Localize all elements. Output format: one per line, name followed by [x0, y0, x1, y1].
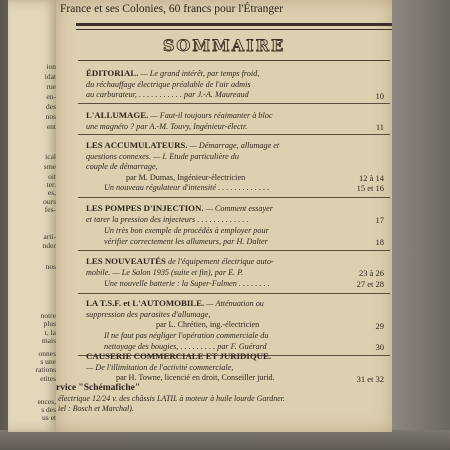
facing-page-text: nos: [45, 112, 56, 121]
facing-page-text: ent: [46, 122, 56, 131]
entry-text: par M. Dumas, Ingénieur-électricien: [126, 172, 246, 182]
facing-page-text: s des: [41, 405, 56, 414]
header-rule-thick: [76, 23, 392, 26]
entry-text: questions connexes. — I. Etude particulière du: [86, 151, 239, 161]
facing-page-text: rue: [46, 82, 56, 91]
entry-text: — Comment essayer: [205, 204, 273, 213]
entry-text: Une nouvelle batterie : la Super-Fulmen . . . . . . . .: [104, 279, 270, 288]
entry-heading: ÉDITORIAL.: [86, 68, 139, 78]
facing-page-text: etites: [40, 374, 56, 383]
entry-text: vérifier correctement les allumeurs, par H. Dalter: [104, 236, 268, 246]
entry-text: de l'équipement électrique auto-: [167, 257, 274, 266]
facing-page-text: ion: [46, 62, 56, 71]
page-title: SOMMAIRE: [162, 36, 286, 55]
facing-page-text: nder: [42, 241, 56, 250]
entry-text: Un nouveau régulateur d'intensité . . . . . . . . . . . . .: [104, 183, 270, 192]
facing-page-text: es,: [47, 188, 56, 197]
separator: [78, 250, 390, 251]
magazine-page: [56, 0, 392, 432]
entry-text: — De l'illimitation de l'activité commerciale,: [86, 362, 234, 372]
toc-entry-tsf: [86, 298, 386, 331]
entry-heading: LA T.S.F. et L'AUTOMOBILE.: [86, 298, 205, 308]
facing-page-text: oit: [48, 172, 56, 181]
entry-text: — Le grand intérêt, par temps froid,: [140, 69, 260, 78]
page-number: 31 et 32: [356, 373, 384, 384]
toc-entry-commerciale: [104, 331, 386, 352]
entry-text: mobile. — Le Salon 1935 (suite et fin), par E. P.: [86, 267, 244, 277]
footer-heading: rvice "Schémafiche": [56, 383, 141, 393]
page-number: 12 à 14: [358, 173, 384, 183]
page-number: 27 et 28: [356, 279, 384, 289]
toc-entry-pompes: [86, 203, 386, 225]
separator: [78, 134, 390, 135]
toc-entry-causerie: [86, 351, 386, 384]
separator: [78, 293, 390, 294]
toc-entry-regulateur: [104, 183, 386, 194]
page-number: 10: [375, 90, 384, 101]
page-number: 29: [375, 320, 384, 331]
toc-entry-batterie: [104, 279, 386, 290]
background-right: [388, 0, 450, 450]
entry-heading: LES NOUVEAUTÉS: [86, 256, 166, 266]
toc-entry-nouveautes: [86, 256, 386, 278]
entry-heading: L'ALLUMAGE.: [86, 110, 149, 120]
entry-text: une magnéto ? par A.-M. Touvy, Ingénieur-électr.: [86, 121, 248, 131]
facing-page-text: fes-: [44, 205, 56, 214]
facing-page-text: idat: [44, 72, 56, 81]
entry-text: par L. Chrétien, ing.-électricien: [156, 320, 260, 329]
facing-page-text: s une: [40, 357, 56, 366]
facing-page-text: us et: [42, 413, 56, 422]
facing-page-text: mais: [41, 336, 56, 345]
header-rule-thin: [76, 29, 392, 30]
facing-page-text: plus: [43, 319, 56, 328]
toc-entry-editorial: [86, 68, 386, 101]
entry-text: — Faut-il toujours réaimanter à bloc: [150, 111, 273, 120]
entry-text: — Démarrage, allumage et: [189, 141, 280, 150]
entry-text: Un très bon exemple de procédés à employer pour: [104, 226, 269, 235]
separator: [78, 197, 390, 198]
page-number: 15 et 16: [356, 183, 384, 193]
facing-page-text: en-: [46, 92, 56, 101]
subscription-line: France et ses Colonies, 60 francs pour l'Étranger: [60, 3, 284, 15]
entry-heading: CAUSERIE COMMERCIALE ET JURIDIQUE.: [86, 351, 272, 361]
entry-text: — Atténuation ou: [206, 299, 264, 308]
page-number: 11: [375, 122, 384, 132]
entry-heading: LES ACCUMULATEURS.: [86, 140, 188, 150]
facing-page-text: ter.: [46, 180, 56, 189]
entry-text: au carburateur, . . . . . . . . . . . par J.-A. Maureaud: [86, 90, 249, 99]
facing-page-text: notre: [40, 311, 56, 320]
toc-entry-accumulateurs: [86, 140, 386, 183]
page-number: 30: [375, 341, 384, 352]
facing-page-text: sme: [43, 162, 56, 171]
facing-page-text: ours: [43, 197, 56, 206]
title-rule: [78, 60, 390, 61]
entry-heading: LES POMPES D'INJECTION.: [86, 203, 204, 213]
facing-page-text: rations: [35, 365, 56, 374]
entry-text: Il ne faut pas négliger l'opération commerciale du: [104, 331, 269, 340]
footer-text: iel : Bosch et Marchal).: [58, 404, 134, 413]
facing-page-text: nos: [45, 262, 56, 271]
background-bottom: [0, 430, 450, 450]
page-number: 18: [375, 236, 384, 247]
facing-page-text: ical: [45, 152, 56, 161]
facing-page-text: des: [46, 102, 56, 111]
entry-text: du réchauffage électrique préalable de l'air admis: [86, 79, 251, 89]
entry-text: nettoyage des bougies, . . . . . . . . . par F. Guérard: [104, 341, 267, 351]
entry-text: couple de démarrage,: [86, 162, 158, 171]
entry-text: et tarer la pression des injecteurs . . . . . . . . . . . . .: [86, 214, 249, 224]
facing-page-text: ences,: [37, 397, 56, 406]
page-number: 23 à 26: [358, 268, 384, 278]
facing-page-text: onnes: [38, 349, 56, 358]
toc-entry-allumage: [86, 110, 386, 132]
facing-page-edge: [8, 0, 58, 432]
facing-page-text: t, la: [44, 328, 56, 337]
entry-text: suppression des parasites d'allumage,: [86, 309, 211, 319]
entry-text: par H. Towne, licencié en droit, Conseiller jurid.: [116, 373, 275, 382]
toc-entry-exemple: [104, 226, 386, 247]
footer-text: électrique 12/24 v. des châssis LATIL à moteur à huile lourde Gardner.: [58, 394, 286, 403]
facing-page-text: arti-: [43, 232, 56, 241]
separator: [78, 103, 390, 104]
page-number: 17: [375, 215, 384, 225]
